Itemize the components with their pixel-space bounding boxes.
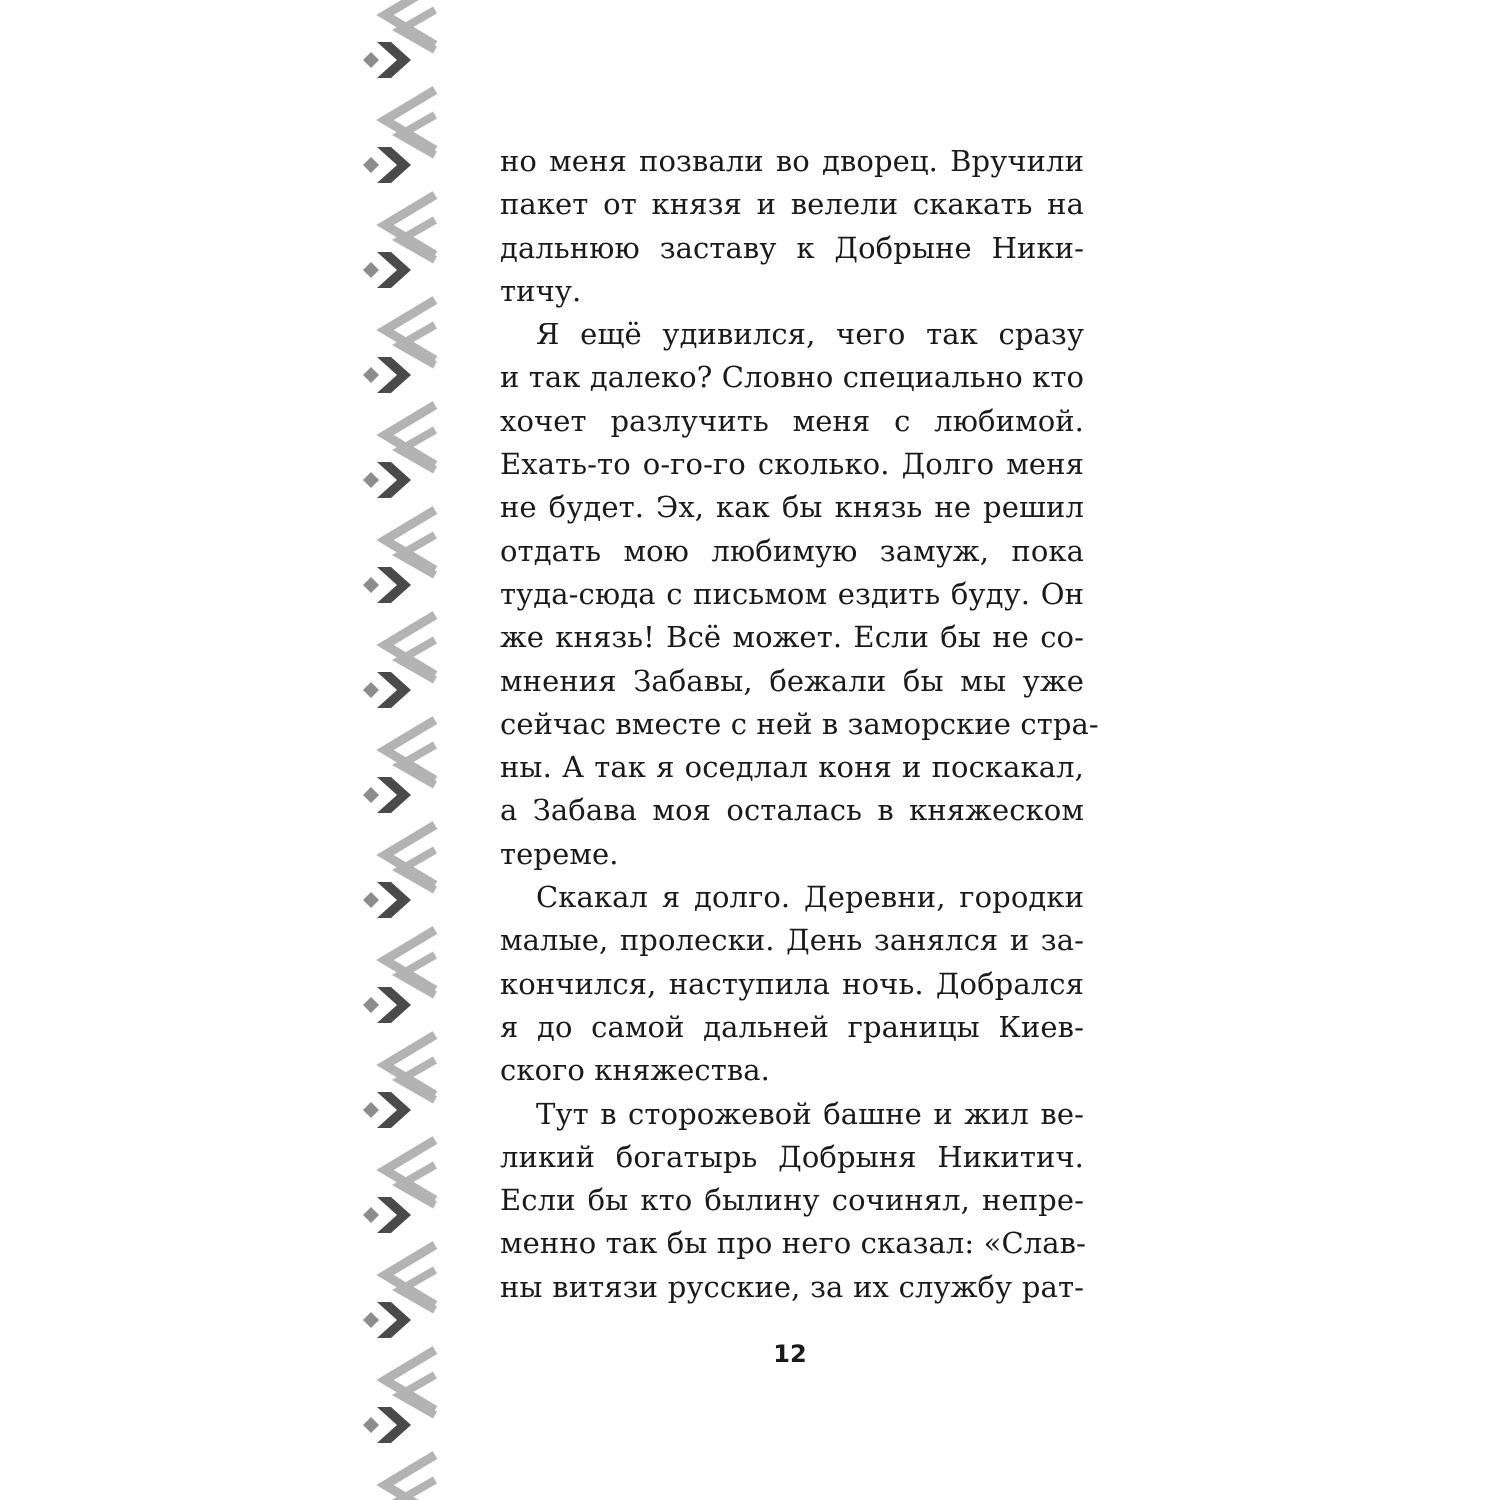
text-line: отдать мою любимую замуж, пока	[500, 533, 1084, 568]
small-diamond-shape	[363, 787, 379, 803]
dark-chevron-shape	[377, 882, 411, 918]
text-line: мнения Забавы, бежали бы мы уже	[500, 663, 1084, 698]
dark-chevron-shape	[377, 147, 411, 183]
text-line: Тут в сторожевой башне и жил ве-	[536, 1096, 1084, 1131]
text-line: ны витязи русские, за их службу рат-	[500, 1269, 1084, 1304]
text-line: хочет разлучить меня с любимой.	[500, 403, 1084, 438]
text-line: ны. А так я оседлал коня и поскакал,	[500, 750, 1084, 785]
dark-chevron-shape	[377, 777, 411, 813]
decorative-ornament-border	[355, 0, 440, 1500]
text-line: а Забава моя осталась в княжеском	[500, 793, 1084, 828]
text-line: дальнюю заставу к Добрыне Ники-	[500, 230, 1084, 265]
small-diamond-shape	[363, 367, 379, 383]
dark-chevron-shape	[377, 1092, 411, 1128]
text-line: не будет. Эх, как бы князь не решил	[500, 490, 1084, 525]
page-number: 12	[773, 1340, 807, 1368]
book-page-text	[500, 140, 1099, 1309]
small-diamond-shape	[363, 262, 379, 278]
dark-chevron-shape	[377, 567, 411, 603]
text-line: малые, пролески. День занялся и за-	[500, 923, 1084, 958]
dark-chevron-shape	[377, 462, 411, 498]
dark-chevron-shape	[377, 987, 411, 1023]
text-line: Если бы кто былину сочинял, непре-	[500, 1183, 1084, 1218]
small-diamond-shape	[363, 997, 379, 1013]
text-line: я до самой дальней границы Киев-	[500, 1009, 1084, 1044]
dark-chevron-shape	[377, 672, 411, 708]
dark-chevron-shape	[377, 42, 411, 78]
small-diamond-shape	[363, 1102, 379, 1118]
small-diamond-shape	[363, 1207, 379, 1223]
text-line: менно так бы про него сказал: «Слав-	[500, 1226, 1086, 1261]
text-line: тереме.	[500, 836, 619, 871]
text-line: и так далеко? Словно специально кто	[500, 360, 1085, 395]
small-diamond-shape	[363, 157, 379, 173]
small-diamond-shape	[363, 577, 379, 593]
text-line: ского княжества.	[500, 1053, 771, 1088]
text-line: пакет от князя и велели скакать на	[500, 187, 1084, 222]
small-diamond-shape	[363, 892, 379, 908]
text-line: кончился, наступила ночь. Добрался	[500, 966, 1084, 1001]
dark-chevron-shape	[377, 1407, 411, 1443]
text-line: но меня позвали во дворец. Вручили	[500, 144, 1084, 178]
dark-chevron-shape	[377, 1197, 411, 1233]
text-line: Скакал я долго. Деревни, городки	[536, 880, 1084, 915]
text-line: туда-сюда с письмом ездить буду. Он	[500, 576, 1084, 611]
small-diamond-shape	[363, 472, 379, 488]
text-line: же князь! Всё может. Если бы не со-	[500, 620, 1084, 655]
text-line: сейчас вместе с ней в заморские стра-	[500, 706, 1099, 741]
small-diamond-shape	[363, 1417, 379, 1433]
text-line: ликий богатырь Добрыня Никитич.	[500, 1139, 1084, 1174]
dark-chevron-shape	[377, 1302, 411, 1338]
small-diamond-shape	[363, 52, 379, 68]
dark-chevron-shape	[377, 252, 411, 288]
text-line: Ехать-то о-го-го сколько. Долго меня	[500, 447, 1084, 482]
text-line: Я ещё удивился, чего так сразу	[536, 317, 1084, 352]
small-diamond-shape	[363, 1312, 379, 1328]
dark-chevron-shape	[377, 357, 411, 393]
light-chevron-shape	[400, 1480, 435, 1500]
text-line: тичу.	[500, 273, 582, 308]
small-diamond-shape	[363, 682, 379, 698]
